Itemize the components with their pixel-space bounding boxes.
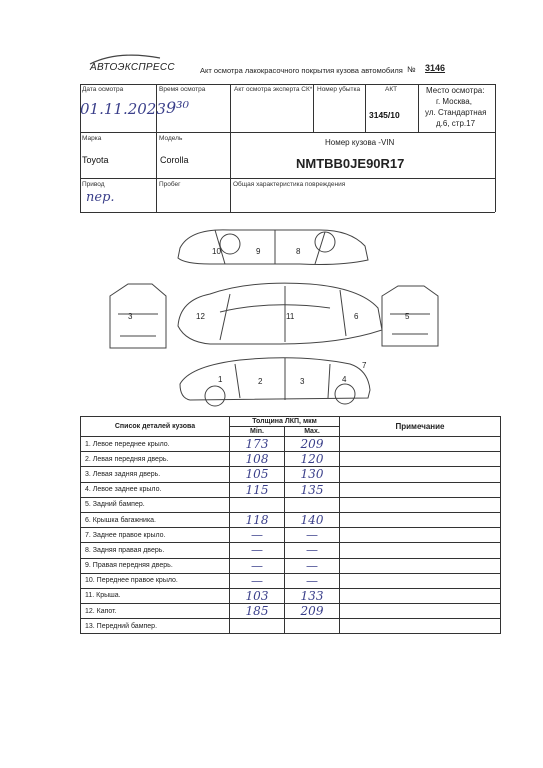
- part-name: 9. Правая передняя дверь.: [81, 558, 230, 573]
- company-logo: АВТОЭКСПРЕСС: [90, 62, 175, 73]
- model-value: Corolla: [160, 155, 189, 165]
- model-label: Модель: [159, 135, 183, 142]
- max-value: 133: [285, 588, 340, 603]
- note-cell: [340, 452, 501, 467]
- date-label: Дата осмотра: [82, 86, 124, 93]
- expert-label: Акт осмотра эксперта СК*: [234, 86, 313, 93]
- part-name: 4. Левое заднее крыло.: [81, 482, 230, 497]
- place-line-3: д.6, стр.17: [436, 119, 476, 128]
- part-name: 6. Крышка багажника.: [81, 512, 230, 527]
- diagram-label: 8: [296, 247, 301, 256]
- table-row: [81, 588, 501, 603]
- diagram-label: 1: [218, 375, 223, 384]
- table-row: [81, 437, 501, 452]
- max-value: —: [285, 573, 340, 588]
- max-value: 120: [285, 452, 340, 467]
- col-note-header: Примечание: [340, 417, 501, 437]
- act-label: АКТ: [385, 86, 398, 93]
- min-value: 115: [230, 482, 285, 497]
- part-name: 2. Левая передняя дверь.: [81, 452, 230, 467]
- vin-label: Номер кузова -VIN: [325, 138, 395, 147]
- note-cell: [340, 573, 501, 588]
- max-value: 135: [285, 482, 340, 497]
- place-label: Место осмотра:: [426, 86, 485, 95]
- part-name: 5. Задний бампер.: [81, 497, 230, 512]
- note-cell: [340, 588, 501, 603]
- col-parts-header: Список деталей кузова: [81, 417, 230, 437]
- note-cell: [340, 437, 501, 452]
- brand-value: Toyota: [82, 155, 109, 165]
- min-value: 118: [230, 512, 285, 527]
- min-value: —: [230, 573, 285, 588]
- table-row: [81, 512, 501, 527]
- brand-label: Марка: [82, 135, 102, 142]
- diagram-label: 9: [256, 247, 261, 256]
- drive-value: пер.: [86, 190, 115, 205]
- number-label: №: [407, 65, 416, 74]
- loss-number-label: Номер убытка: [317, 86, 361, 93]
- date-value: 01.11.2023: [80, 100, 166, 118]
- time-value: 9³⁰: [166, 98, 190, 117]
- col-thickness-header: Толщина ЛКП, мкм: [230, 417, 340, 427]
- min-value: 185: [230, 604, 285, 619]
- part-name: 13. Передний бампер.: [81, 619, 230, 634]
- min-value: —: [230, 528, 285, 543]
- min-value: —: [230, 543, 285, 558]
- note-cell: [340, 467, 501, 482]
- min-value: 173: [230, 437, 285, 452]
- mileage-label: Пробег: [159, 181, 181, 188]
- document-title: Акт осмотра лакокрасочного покрытия кузова автомобиля: [200, 66, 403, 75]
- table-row: [81, 604, 501, 619]
- diagram-label: 12: [196, 312, 205, 321]
- part-name: 10. Переднее правое крыло.: [81, 573, 230, 588]
- max-value: 140: [285, 512, 340, 527]
- car-body-diagram: [100, 218, 450, 414]
- max-value: [285, 497, 340, 512]
- diagram-label: 5: [405, 312, 410, 321]
- table-header-row: [81, 417, 501, 427]
- col-max-header: Max.: [285, 427, 340, 437]
- table-row: [81, 482, 501, 497]
- min-value: [230, 619, 285, 634]
- table-row: [81, 528, 501, 543]
- min-value: —: [230, 558, 285, 573]
- max-value: —: [285, 558, 340, 573]
- diagram-label: 7: [362, 361, 367, 370]
- part-name: 7. Заднее правое крыло.: [81, 528, 230, 543]
- diagram-label: 3: [128, 312, 133, 321]
- damage-label: Общая характеристика повреждения: [233, 181, 346, 188]
- max-value: 209: [285, 604, 340, 619]
- max-value: 209: [285, 437, 340, 452]
- min-value: 108: [230, 452, 285, 467]
- part-name: 8. Задняя правая дверь.: [81, 543, 230, 558]
- time-label: Время осмотра: [159, 86, 206, 93]
- diagram-label: 3: [300, 377, 305, 386]
- table-row: [81, 573, 501, 588]
- col-min-header: Min.: [230, 427, 285, 437]
- note-cell: [340, 497, 501, 512]
- table-row: [81, 543, 501, 558]
- note-cell: [340, 604, 501, 619]
- drive-label: Привод: [82, 181, 105, 188]
- place-line-2: ул. Стандартная: [425, 108, 487, 117]
- paint-thickness-table: [80, 416, 501, 634]
- diagram-label: 4: [342, 375, 347, 384]
- note-cell: [340, 558, 501, 573]
- max-value: —: [285, 528, 340, 543]
- max-value: —: [285, 543, 340, 558]
- min-value: [230, 497, 285, 512]
- table-row: [81, 619, 501, 634]
- diagram-label: 2: [258, 377, 263, 386]
- note-cell: [340, 528, 501, 543]
- diagram-label: 11: [286, 312, 295, 321]
- act-value: 3145/10: [369, 110, 400, 120]
- diagram-label: 6: [354, 312, 359, 321]
- part-name: 12. Капот.: [81, 604, 230, 619]
- note-cell: [340, 512, 501, 527]
- min-value: 103: [230, 588, 285, 603]
- part-name: 3. Левая задняя дверь.: [81, 467, 230, 482]
- table-row: [81, 452, 501, 467]
- table-row: [81, 497, 501, 512]
- note-cell: [340, 482, 501, 497]
- note-cell: [340, 543, 501, 558]
- document-number: 3146: [425, 63, 446, 73]
- place-line-1: г. Москва,: [436, 97, 472, 106]
- vin-value: NMTBB0JE90R17: [296, 156, 405, 171]
- max-value: 130: [285, 467, 340, 482]
- table-body: [81, 437, 501, 634]
- table-row: [81, 467, 501, 482]
- min-value: 105: [230, 467, 285, 482]
- table-row: [81, 558, 501, 573]
- diagram-label: 10: [212, 247, 221, 256]
- max-value: [285, 619, 340, 634]
- note-cell: [340, 619, 501, 634]
- part-name: 1. Левое переднее крыло.: [81, 437, 230, 452]
- part-name: 11. Крыша.: [81, 588, 230, 603]
